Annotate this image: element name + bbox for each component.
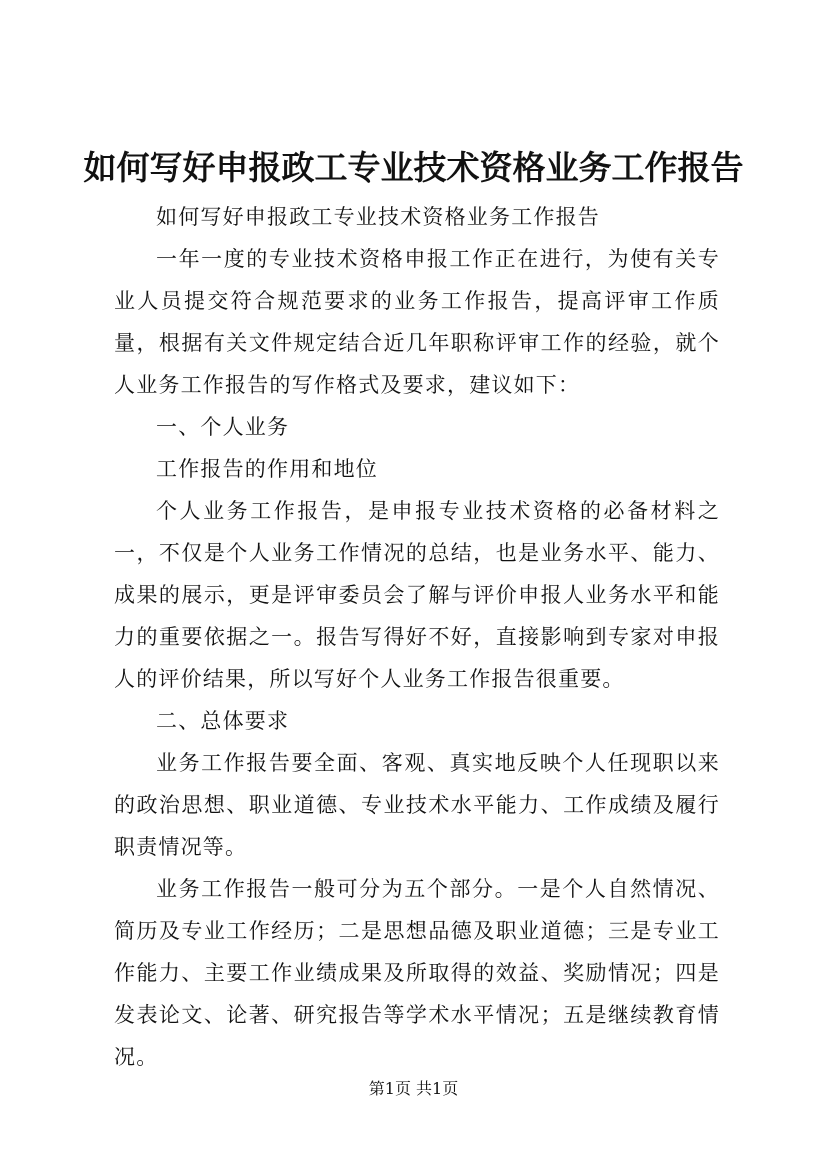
- paragraph-requirements: 业务工作报告要全面、客观、真实地反映个人任现职以来的政治思想、职业道德、专业技术水平能力、工作成绩及履行职责情况等。: [114, 751, 720, 859]
- paragraph-intro: 一年一度的专业技术资格申报工作正在进行，为使有关专业人员提交符合规范要求的业务工作报告，提高评审工作质量，根据有关文件规定结合近几年职称评审工作的经验，就个人业务工作报告的写作格式及要求，建议如下：: [114, 247, 720, 397]
- section-subheading-1: 工作报告的作用和地位: [156, 457, 378, 481]
- section-heading-2: 二、总体要求: [156, 709, 290, 733]
- page-footer: 第1页 共1页: [368, 1079, 459, 1098]
- paragraph-structure: 业务工作报告一般可分为五个部分。一是个人自然情况、简历及专业工作经历；二是思想品德及职业道德；三是专业工作能力、主要工作业绩成果及所取得的效益、奖励情况；四是发表论文、论著、研究报告等学术水平情况；五是继续教育情况。: [114, 877, 720, 1069]
- paragraph-role: 个人业务工作报告，是申报专业技术资格的必备材料之一，不仅是个人业务工作情况的总结，也是业务水平、能力、成果的展示，更是评审委员会了解与评价申报人业务水平和能力的重要依据之一。报告写得好不好，直接影响到专家对申报人的评价结果，所以写好个人业务工作报告很重要。: [114, 499, 720, 691]
- paragraph-subtitle: 如何写好申报政工专业技术资格业务工作报告: [156, 205, 600, 229]
- section-heading-1: 一、个人业务: [156, 415, 290, 439]
- document-title: 如何写好申报政工专业技术资格业务工作报告: [83, 148, 744, 187]
- document-body: [114, 196, 720, 1078]
